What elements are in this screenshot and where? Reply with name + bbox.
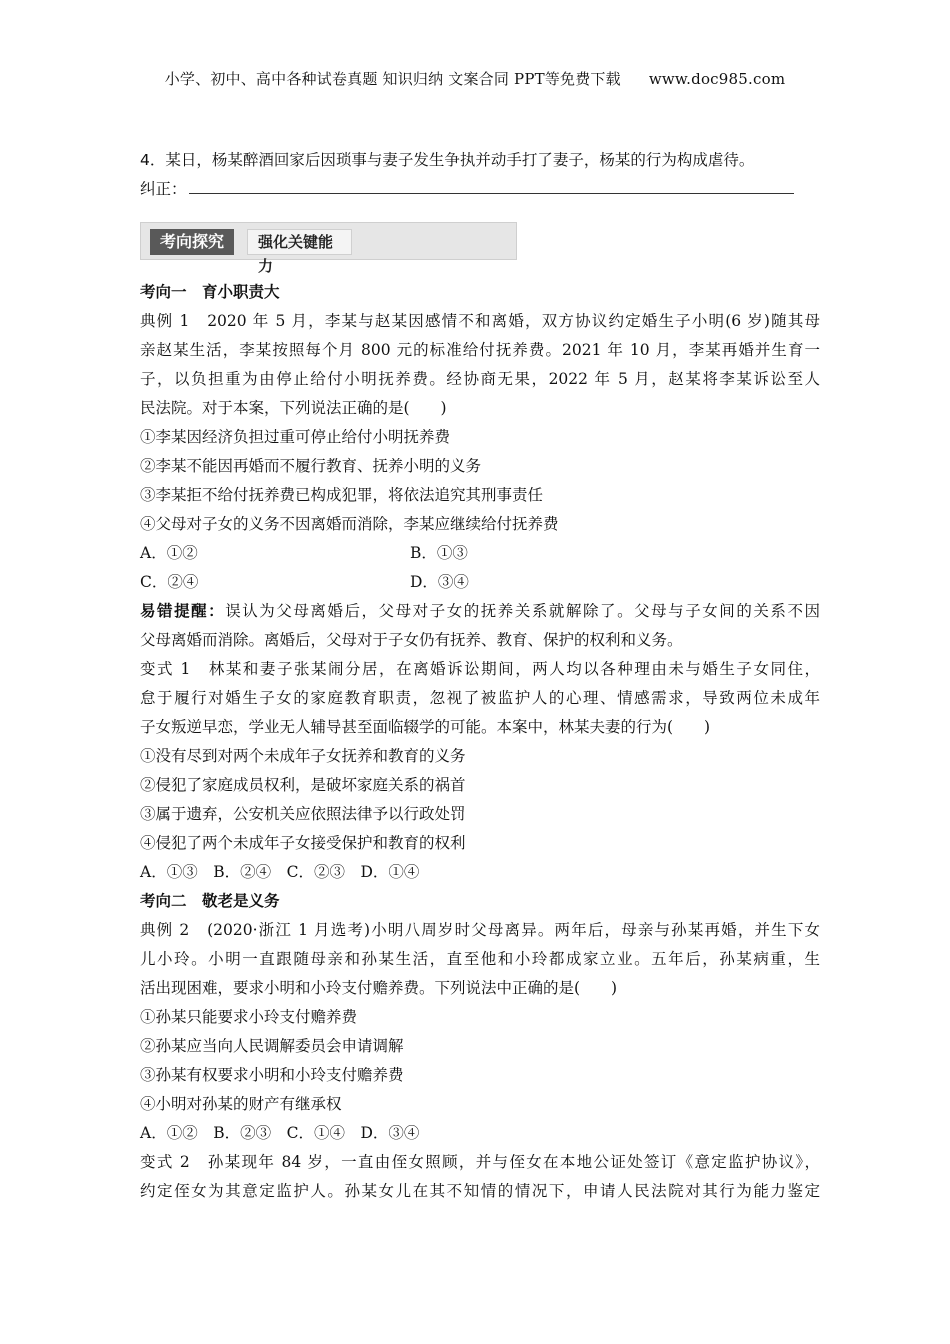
statement: ②李某不能因再婚而不履行教育、抚养小明的义务 xyxy=(140,457,482,475)
example-1-line: 亲赵某生活，李某按照每个月 800 元的标准给付抚养费。2021 年 10 月，李某再婚并生育一 xyxy=(140,341,820,359)
option-c: C．②④ xyxy=(140,573,199,591)
variant-2-line: 变式 2 孙某现年 84 岁，一直由侄女照顾，并与侄女在本地公证处签订《意定监护协议》， xyxy=(140,1153,820,1171)
correction-line xyxy=(140,175,820,204)
statement: ②侵犯了家庭成员权利，是破坏家庭关系的祸首 xyxy=(140,776,466,794)
page-header xyxy=(0,68,950,89)
variant-1-line: 怠于履行对婚生子女的家庭教育职责，忽视了被监护人的心理、情感需求，导致两位未成年 xyxy=(140,689,820,707)
correction-blank[interactable] xyxy=(189,177,794,194)
example-2-line: 典例 2 (2020·浙江 1 月选考)小明八周岁时父母离异。两年后，母亲与孙某再婚，并生下女 xyxy=(140,921,820,939)
statement: ③孙某有权要求小明和小玲支付赡养费 xyxy=(140,1066,404,1084)
tip-line xyxy=(140,597,820,626)
statement: ④小明对孙某的财产有继承权 xyxy=(140,1095,342,1113)
header-text: 小学、初中、高中各种试卷真题 知识归纳 文案合同 PPT等免费下载 xyxy=(164,70,621,88)
statement: ①孙某只能要求小玲支付赡养费 xyxy=(140,1008,358,1026)
correction-label: 纠正： xyxy=(140,180,187,198)
statement: ③属于遗弃，公安机关应依照法律予以行政处罚 xyxy=(140,805,466,823)
example-1-line: 子，以负担重为由停止给付小明抚养费。经协商无果，2022 年 5 月，赵某将李某诉讼至人 xyxy=(140,370,820,388)
section-banner xyxy=(140,222,517,275)
options-row xyxy=(140,539,820,568)
header-url[interactable]: www.doc985.com xyxy=(648,70,786,88)
statement: ②孙某应当向人民调解委员会申请调解 xyxy=(140,1037,404,1055)
tip-label: 易错提醒： xyxy=(140,602,226,620)
option-a: A．①② xyxy=(140,544,198,562)
variant-2-line: 约定侄女为其意定监护人。孙某女儿在其不知情的情况下，申请人民法院对其行为能力鉴定 xyxy=(140,1182,820,1200)
option-b: B．①③ xyxy=(410,544,468,562)
option-d: D．③④ xyxy=(410,573,469,591)
statement: ①没有尽到对两个未成年子女抚养和教育的义务 xyxy=(140,747,466,765)
example-1-line: 民法院。对于本案，下列说法正确的是( ) xyxy=(140,399,447,417)
statement: ①李某因经济负担过重可停止给付小明抚养费 xyxy=(140,428,451,446)
banner-title: 强化关键能力 xyxy=(247,229,352,255)
tip-line-2: 父母离婚而消除。离婚后，父母对于子女仍有抚养、教育、保护的权利和义务。 xyxy=(140,631,683,649)
main-content xyxy=(140,278,820,1206)
options-row xyxy=(140,568,820,597)
banner-tag: 考向探究 xyxy=(150,229,234,255)
example-2-line: 儿小玲。小明一直跟随母亲和孙某生活，直至他和小玲都成家立业。五年后，孙某病重，生 xyxy=(140,950,820,968)
statement: ④侵犯了两个未成年子女接受保护和教育的权利 xyxy=(140,834,466,852)
options-row: A．①② B．②③ C．①④ D．③④ xyxy=(140,1124,420,1142)
section-2-heading: 考向二 敬老是义务 xyxy=(140,892,280,910)
question-4 xyxy=(140,146,820,204)
variant-1-line: 变式 1 林某和妻子张某闹分居，在离婚诉讼期间，两人均以各种理由未与婚生子女同住， xyxy=(140,660,820,678)
options-row: A．①③ B．②④ C．②③ D．①④ xyxy=(140,863,420,881)
statement: ④父母对子女的义务不因离婚而消除，李某应继续给付抚养费 xyxy=(140,515,559,533)
statement: ③李某拒不给付抚养费已构成犯罪，将依法追究其刑事责任 xyxy=(140,486,544,504)
variant-1-line: 子女叛逆早恋，学业无人辅导甚至面临辍学的可能。本案中，林某夫妻的行为( ) xyxy=(140,718,711,736)
example-1-line: 典例 1 2020 年 5 月，李某与赵某因感情不和离婚，双方协议约定婚生子小明(6 岁)随其母 xyxy=(140,312,820,330)
example-2-line: 活出现困难，要求小明和小玲支付赡养费。下列说法中正确的是( ) xyxy=(140,979,618,997)
question-4-text: 4．某日，杨某醉酒回家后因琐事与妻子发生争执并动手打了妻子，杨某的行为构成虐待。 xyxy=(140,151,755,169)
tip-text: 误认为父母离婚后，父母对子女的抚养关系就解除了。父母与子女间的关系不因 xyxy=(225,602,820,620)
section-1-heading: 考向一 育小职责大 xyxy=(140,283,280,301)
